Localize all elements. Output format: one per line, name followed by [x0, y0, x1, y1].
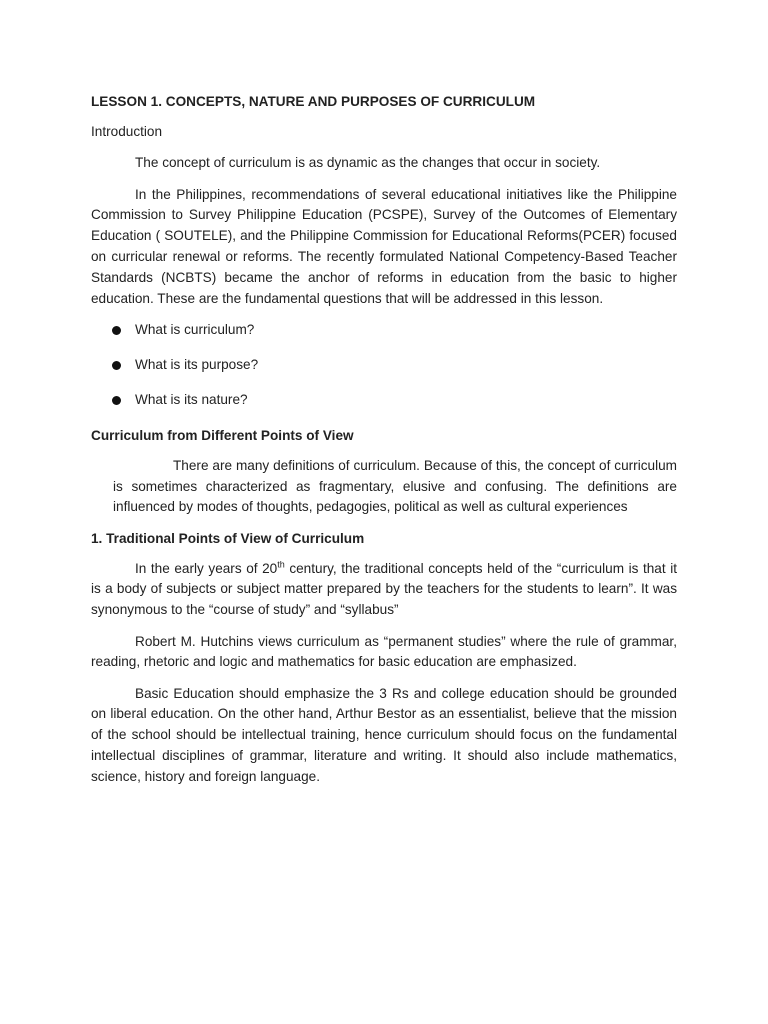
question-text: What is its purpose?: [135, 357, 259, 373]
traditional-paragraph-1: [91, 559, 677, 621]
bullet-icon: [112, 361, 121, 370]
traditional-paragraph-3: Basic Education should emphasize the 3 Rs and college education should be grounded on liberal education. On the other hand, Arthur Bestor as an essentialist, believe that the mission of the school should be intellectual training, hence curriculum should focus on the fundamental intellectual disciplines of grammar, literature and writing. It should also include mathematics, science, history and foreign language.: [91, 685, 677, 784]
lesson-title: LESSON 1. CONCEPTS, NATURE AND PURPOSES OF CURRICULUM: [91, 94, 536, 109]
superscript-th: th: [277, 559, 285, 570]
points-of-view-block: [113, 456, 677, 518]
list-item: [91, 390, 677, 411]
list-item: [91, 355, 677, 376]
intro-paragraph-1: The concept of curriculum is as dynamic as the changes that occur in society.: [135, 155, 601, 171]
traditional-p1-start: In the early years of 20: [135, 560, 278, 576]
intro-label: Introduction: [91, 124, 163, 139]
traditional-paragraph-2: Robert M. Hutchins views curriculum as “permanent studies” where the rule of grammar, reading, rhetoric and logic and mathematics for basic education are emphasized.: [91, 633, 677, 670]
question-list: [91, 320, 677, 411]
bullet-icon: [112, 326, 121, 335]
question-text: What is curriculum?: [135, 321, 255, 337]
section-heading-traditional: 1. Traditional Points of View of Curriculum: [91, 530, 365, 546]
section-heading-points-of-view: Curriculum from Different Points of View: [91, 427, 354, 443]
list-item: [91, 320, 677, 341]
question-text: What is its nature?: [135, 392, 248, 408]
points-of-view-paragraph: There are many definitions of curriculum. Because of this, the concept of curriculum is sometimes characterized as fragmentary, elusive and confusing. The definitions are influenced by modes of thoughts, pedagogies, political as well as cultural experiences: [113, 457, 677, 515]
intro-paragraph-2: In the Philippines, recommendations of several educational initiatives like the Philippine Commission to Survey Philippine Education (PCSPE), Survey of the Outcomes of Elementary Education ( SOUTELE), and the Philippine Commission for Educational Reforms(PCER) focused on curricular renewal or reforms. The recently formulated National Competency-Based Teacher Standards (NCBTS) became the anchor of reforms in education from the basic to higher education. These are the fundamental questions that will be addressed in this lesson.: [91, 186, 677, 306]
bullet-icon: [112, 396, 121, 405]
traditional-p1-rest: century, the traditional concepts held of the “curriculum is that it is a body of subjects or subject matter prepared by the teachers for the students to learn”. It was synonymous to the “course of study” and “syllabus”: [91, 560, 677, 618]
